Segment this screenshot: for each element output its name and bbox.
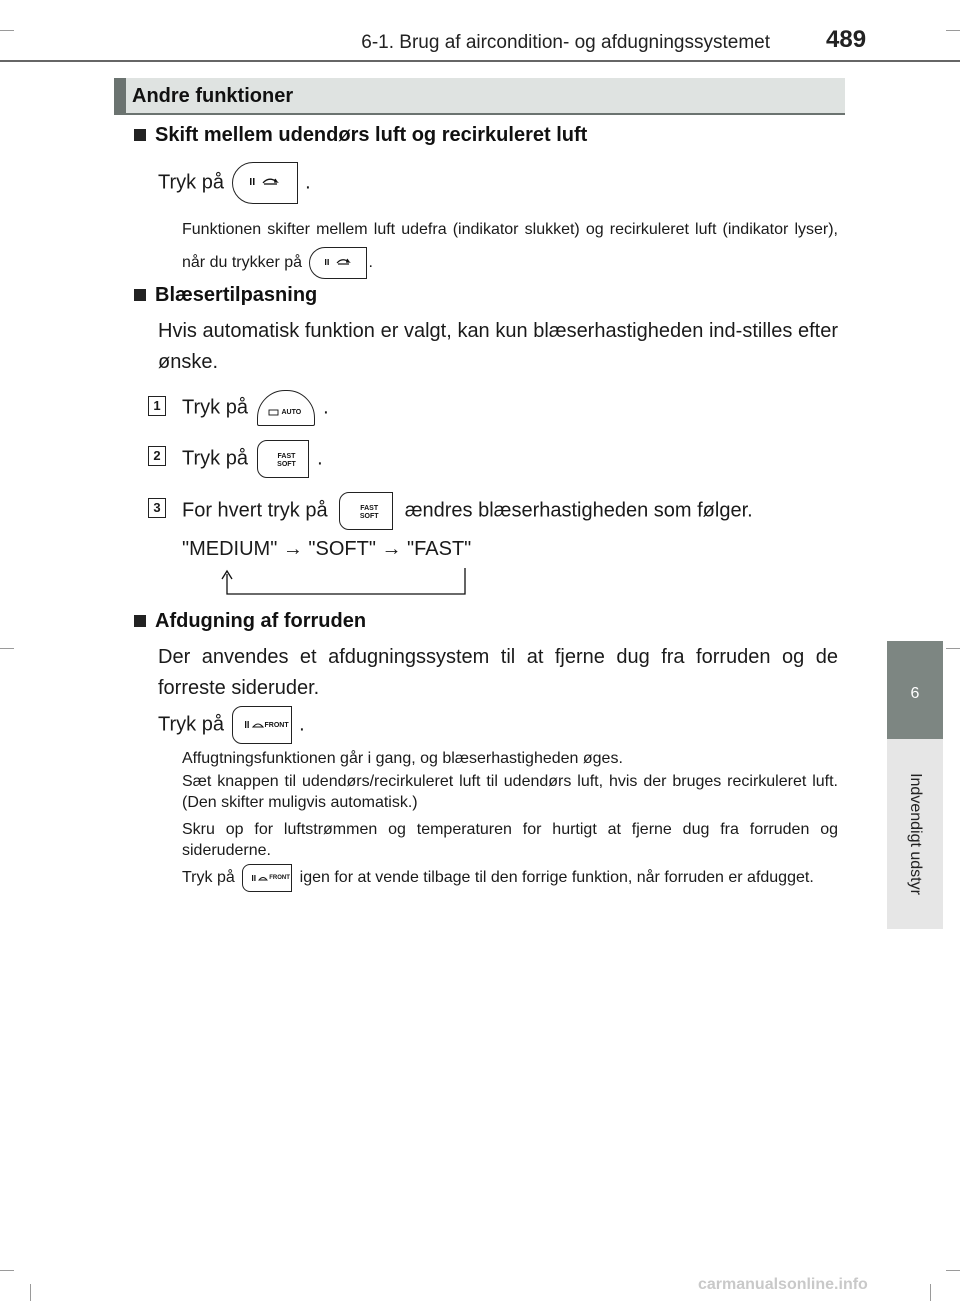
recirc-description: Funktionen skifter mellem luft udefra (indikator slukket) og recirkuleret luft (indikator lyser), når du trykker på . xyxy=(182,213,838,279)
section-bar-accent xyxy=(114,78,126,113)
fan-description: Hvis automatisk funktion er valgt, kan kun blæserhastigheden ind-stilles efter ønske. xyxy=(158,320,838,373)
recirc-heading: Skift mellem udendørs luft og recirkuleret luft xyxy=(134,124,587,147)
defog-note-1: Affugtningsfunktionen går i gang, og blæserhastigheden øges. xyxy=(182,750,623,767)
page-number: 489 xyxy=(826,26,867,53)
fan-speed-sequence: "MEDIUM" → "SOFT" → "FAST" xyxy=(182,538,472,560)
fan-speed-button-icon: FAST SOFT xyxy=(257,440,309,478)
chapter-label: Indvendigt udstyr xyxy=(907,773,924,895)
square-bullet-icon xyxy=(134,289,146,301)
auto-button-icon: AUTO xyxy=(257,390,315,426)
defog-heading: Afdugning af forruden xyxy=(134,610,366,633)
fan-speed-button-icon: FAST SOFT xyxy=(339,492,393,530)
step-number: 1 xyxy=(148,396,166,416)
recirc-button-icon-small xyxy=(309,247,367,279)
fan-heading: Blæsertilpasning xyxy=(134,284,317,307)
cycle-return-arrow-icon xyxy=(215,566,475,598)
step-1-line: Tryk på AUTO . xyxy=(182,390,329,426)
defog-note-4: Tryk på FRONT igen for at vende tilbage til den forrige funktion, når forruden er afdugget. xyxy=(182,864,838,892)
section-title: Andre funktioner xyxy=(132,85,294,107)
front-defroster-button-icon: FRONT xyxy=(232,706,292,744)
step-number: 3 xyxy=(148,498,166,518)
square-bullet-icon xyxy=(134,615,146,627)
defog-press-line: Tryk på FRONT . xyxy=(158,706,305,744)
step-3-line: For hvert tryk på FAST SOFT ændres blæserhastigheden som følger. xyxy=(182,492,753,530)
recirc-press-line: Tryk på . xyxy=(158,162,311,204)
running-header: 6-1. Brug af aircondition- og afdugningssystemet xyxy=(361,32,770,53)
recirc-button-icon xyxy=(232,162,298,204)
step-2-line: Tryk på FAST SOFT . xyxy=(182,440,323,478)
chapter-number: 6 xyxy=(910,685,920,702)
square-bullet-icon xyxy=(134,129,146,141)
watermark: carmanualsonline.info xyxy=(698,1276,868,1293)
header-rule xyxy=(0,60,960,62)
front-defroster-button-icon-small: FRONT xyxy=(242,864,292,892)
defog-description: Der anvendes et afdugningssystem til at fjerne dug fra forruden og de forreste sideruder. xyxy=(158,646,838,699)
step-number: 2 xyxy=(148,446,166,466)
defog-note-3: Skru op for luftstrømmen og temperaturen for hurtigt at fjerne dug fra forruden og sideruderne. xyxy=(182,821,838,859)
defog-note-2: Sæt knappen til udendørs/recirkuleret luft til udendørs luft, hvis der bruges recirkuleret luft. (Den skifter muligvis automatisk.) xyxy=(182,773,838,811)
